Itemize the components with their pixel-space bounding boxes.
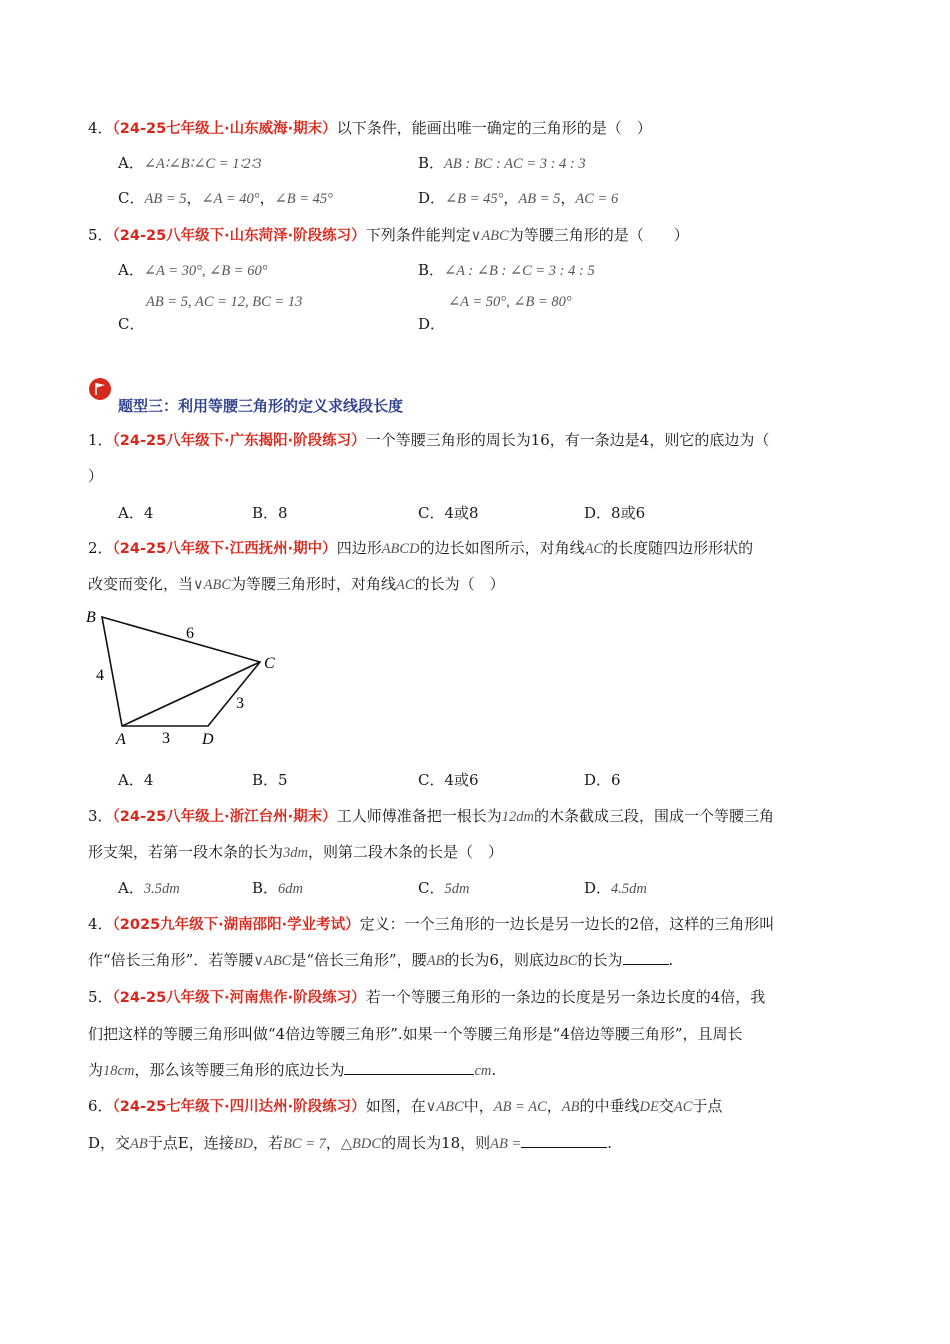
vertex-c-label: C <box>264 655 275 672</box>
q4-option-d[interactable]: D．∠B = 45°，AB = 5，AC = 6 <box>418 189 619 207</box>
answer-blank[interactable] <box>521 1133 607 1148</box>
s4-stem-line2: 作“倍长三角形”．若等腰∨ABC是“倍长三角形”，腰AB的长为6，则底边BC的长为 . <box>88 951 674 969</box>
q4-option-c[interactable]: C．AB = 5，∠A = 40°，∠B = 45° <box>118 189 333 207</box>
diagonal-ac <box>122 662 260 726</box>
question-number: 4． <box>88 119 113 137</box>
s2-option-c[interactable]: C．4或6 <box>418 771 479 789</box>
s5-stem-line2: 们把这样的等腰三角形叫做“4倍边等腰三角形”.如果一个等腰三角形是“4倍边等腰三角形”，且周长 <box>88 1025 743 1043</box>
s2-option-b[interactable]: B．5 <box>252 771 288 789</box>
s1-option-c[interactable]: C．4或8 <box>418 504 479 522</box>
s1-stem-cont: ） <box>88 467 104 485</box>
s1-option-d[interactable]: D．8或6 <box>584 504 646 522</box>
answer-blank[interactable] <box>623 950 669 965</box>
vertex-b-label: B <box>86 609 96 626</box>
s5-stem: 5．（24-25八年级下·河南焦作·阶段练习）若一个等腰三角形的一条边的长度是另一条边长度的4倍，我 <box>88 988 766 1006</box>
section-title: 题型三：利用等腰三角形的定义求线段长度 <box>118 397 404 415</box>
s3-stem-line2: 形支架，若第一段木条的长为3dm，则第二段木条的长是（ ） <box>88 843 504 861</box>
s6-stem-line2: D，交AB于点E，连接BD，若BC = 7，△BDC的周长为18，则AB = . <box>88 1134 613 1152</box>
q5-option-b[interactable]: B．∠A : ∠B : ∠C = 3 : 4 : 5 <box>418 261 595 279</box>
flag-icon <box>88 377 112 401</box>
source-tag: （24-25七年级上·山东威海·期末） <box>112 121 337 137</box>
side-ad-label: 3 <box>162 730 170 747</box>
q5-option-c[interactable]: AB = 5, AC = 12, BC = 13 C． <box>118 294 303 333</box>
answer-blank[interactable] <box>344 1060 474 1075</box>
question-text: 以下条件，能画出唯一确定的三角形的是（ ） <box>336 119 652 137</box>
q4-stem <box>88 118 652 139</box>
q4-option-a[interactable]: A．∠A∶∠B∶∠C = 1∶2∶3 <box>118 154 262 172</box>
side-bc-label: 6 <box>186 625 194 642</box>
s2-option-a[interactable]: A．4 <box>118 771 154 789</box>
s3-option-c[interactable]: C．5dm <box>418 879 470 897</box>
side-ab-label: 4 <box>96 667 104 684</box>
s5-stem-line3: 为18cm，那么该等腰三角形的底边长为 cm. <box>88 1061 497 1079</box>
q5-option-d[interactable]: ∠A = 50°, ∠B = 80° D． <box>418 294 572 333</box>
s2-stem-line2: 改变而变化，当∨ABC为等腰三角形时，对角线AC的长为（ ） <box>88 575 505 593</box>
s1-option-b[interactable]: B．8 <box>252 504 288 522</box>
s2-option-d[interactable]: D．6 <box>584 771 621 789</box>
s6-stem: 6．（24-25七年级下·四川达州·阶段练习）如图，在∨ABC中，AB = AC，AB的中垂线DE交AC于点 <box>88 1097 723 1115</box>
quadrilateral-figure <box>80 600 300 750</box>
s2-stem: 2．（24-25八年级下·江西抚州·期中）四边形ABCD的边长如图所示，对角线AC的长度随四边形形状的 <box>88 539 754 557</box>
q5-option-a[interactable]: A．∠A = 30°, ∠B = 60° <box>118 261 268 279</box>
s3-option-b[interactable]: B．6dm <box>252 879 304 897</box>
vertex-d-label: D <box>202 731 214 748</box>
s3-option-a[interactable]: A．3.5dm <box>118 879 180 897</box>
q4-option-b[interactable]: B．AB : BC : AC = 3 : 4 : 3 <box>418 154 586 172</box>
s1-stem: 1．（24-25八年级下·广东揭阳·阶段练习）一个等腰三角形的周长为16，有一条边是4，则它的底边为（ <box>88 431 770 449</box>
s4-stem: 4．（2025九年级下·湖南邵阳·学业考试）定义：一个三角形的一边长是另一边长的2倍，这样的三角形叫 <box>88 915 775 933</box>
q5-stem: 5．（24-25八年级下·山东菏泽·阶段练习）下列条件能判定∨ABC为等腰三角形的是（ ） <box>88 226 689 244</box>
vertex-a-label: A <box>116 731 126 748</box>
s3-option-d[interactable]: D．4.5dm <box>584 879 647 897</box>
s1-option-a[interactable]: A．4 <box>118 504 154 522</box>
s3-stem: 3．（24-25八年级上·浙江台州·期末）工人师傅准备把一根长为12dm的木条截成三段，围成一个等腰三角 <box>88 807 774 825</box>
side-cd-label: 3 <box>236 695 244 712</box>
